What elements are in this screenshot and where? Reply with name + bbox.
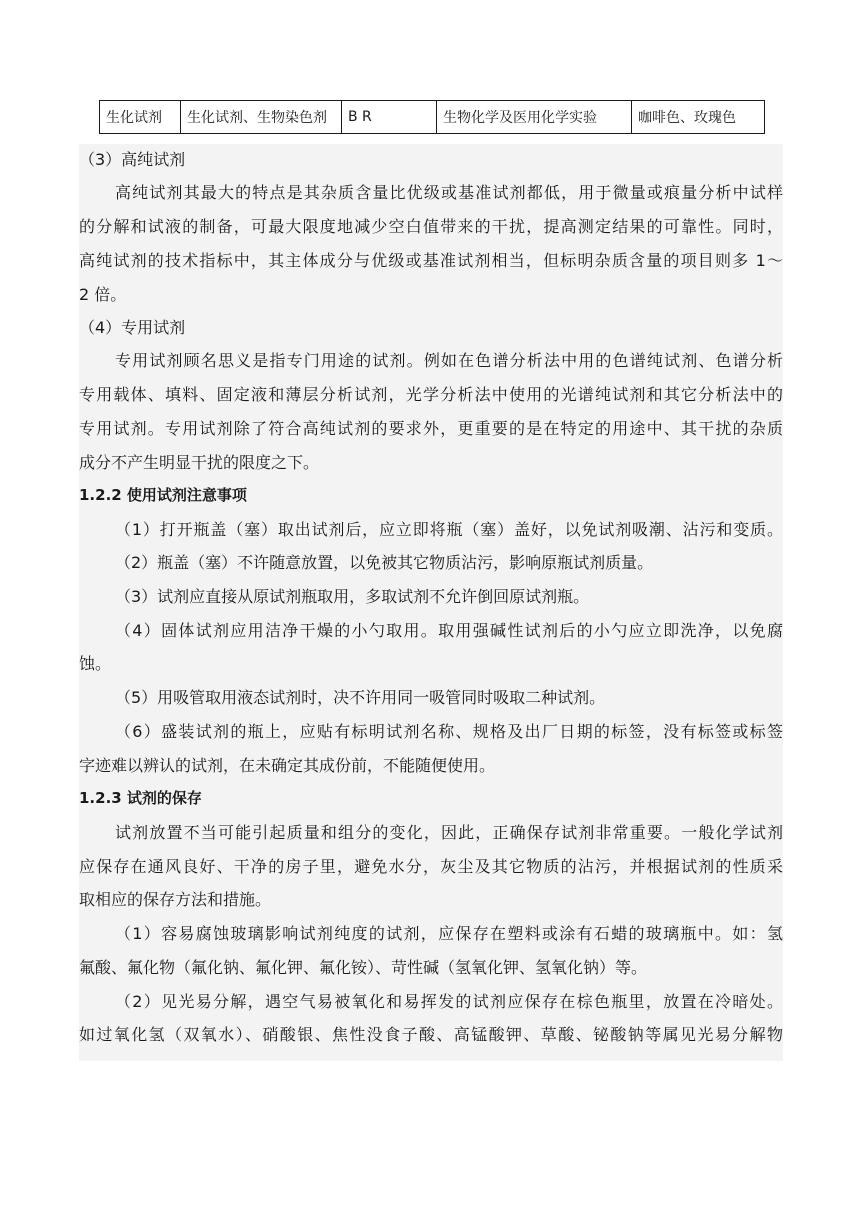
paragraph-line: 专用试剂。专用试剂除了符合高纯试剂的要求外，更重要的是在特定的用途中、其干扰的杂质 [79,419,783,438]
paragraph-line: 2 倍。 [79,285,127,304]
list-item: （3）试剂应直接从原试剂瓶取用，多取试剂不允许倒回原试剂瓶。 [115,587,590,606]
list-item: （2）见光易分解，遇空气易被氧化和易挥发的试剂应保存在棕色瓶里，放置在冷暗处。 [115,992,783,1011]
list-item: （1）容易腐蚀玻璃影响试剂纯度的试剂，应保存在塑料或涂有石蜡的玻璃瓶中。如：氢 [115,924,783,943]
paragraph-line: 专用载体、填料、固定液和薄层分析试剂，光学分析法中使用的光谱纯试剂和其它分析法中的 [79,385,783,404]
list-item-continuation: 蚀。 [79,654,112,673]
paragraph-line: 专用试剂顾名思义是指专门用途的试剂。例如在色谱分析法中用的色谱纯试剂、色谱分析 [115,351,783,370]
paragraph-line: 试剂放置不当可能引起质量和组分的变化，因此，正确保存试剂非常重要。一般化学试剂 [115,823,783,842]
paragraph-line: 的分解和试液的制备，可最大限度地减少空白值带来的干扰，提高测定结果的可靠性。同时， [79,217,783,236]
table-row [100,101,765,134]
list-item: （4）固体试剂应用洁净干燥的小勺取用。取用强碱性试剂后的小勺应立即洗净，以免腐 [115,621,783,640]
paragraph-line: 取相应的保存方法和措施。 [79,890,272,909]
paragraph-line: 应保存在通风良好、干净的房子里，避免水分，灰尘及其它物质的沾污，并根据试剂的性质采 [79,857,783,876]
paragraph-line: 高纯试剂其最大的特点是其杂质含量比优级或基准试剂都低，用于微量或痕量分析中试样 [115,183,783,202]
list-item: （5）用吸管取用液态试剂时，决不许用同一吸管同时吸取二种试剂。 [115,688,606,707]
paragraph-line: 成分不产生明显干扰的限度之下。 [79,453,320,472]
section-heading-usage: 1.2.2 使用试剂注意事项 [79,486,247,504]
table-cell: B R [342,101,437,134]
paragraph-line: 高纯试剂的技术指标中，其主体成分与优级或基准试剂相当，但标明杂质含量的项目则多 1～ [79,251,783,270]
table-cell: 生物化学及医用化学实验 [437,101,632,134]
list-item: （1）打开瓶盖（塞）取出试剂后，应立即将瓶（塞）盖好，以免试剂吸潮、沾污和变质。 [115,520,783,539]
list-item-continuation: 氟酸、氟化物（氟化钠、氟化钾、氟化铵）、苛性碱（氢氧化钾、氢氧化钠）等。 [79,958,648,977]
table-cell: 生化试剂 [100,101,181,134]
list-item-continuation: 如过氧化氢（双氧水）、硝酸银、焦性没食子酸、高锰酸钾、草酸、铋酸钠等属见光易分解物 [79,1025,783,1044]
table-cell: 生化试剂、生物染色剂 [181,101,342,134]
list-item: （2）瓶盖（塞）不许随意放置，以免被其它物质沾污，影响原瓶试剂质量。 [115,553,654,572]
section-title-high-purity: （3）高纯试剂 [79,150,186,169]
section-title-special: （4）专用试剂 [79,318,186,337]
reagent-table [99,100,765,134]
list-item: （6）盛装试剂的瓶上，应贴有标明试剂名称、规格及出厂日期的标签，没有标签或标签 [115,722,783,741]
list-item-continuation: 字迹难以辨认的试剂，在未确定其成份前，不能随便使用。 [79,756,496,775]
section-heading-storage: 1.2.3 试剂的保存 [79,789,202,807]
table-cell: 咖啡色、玫瑰色 [632,101,765,134]
